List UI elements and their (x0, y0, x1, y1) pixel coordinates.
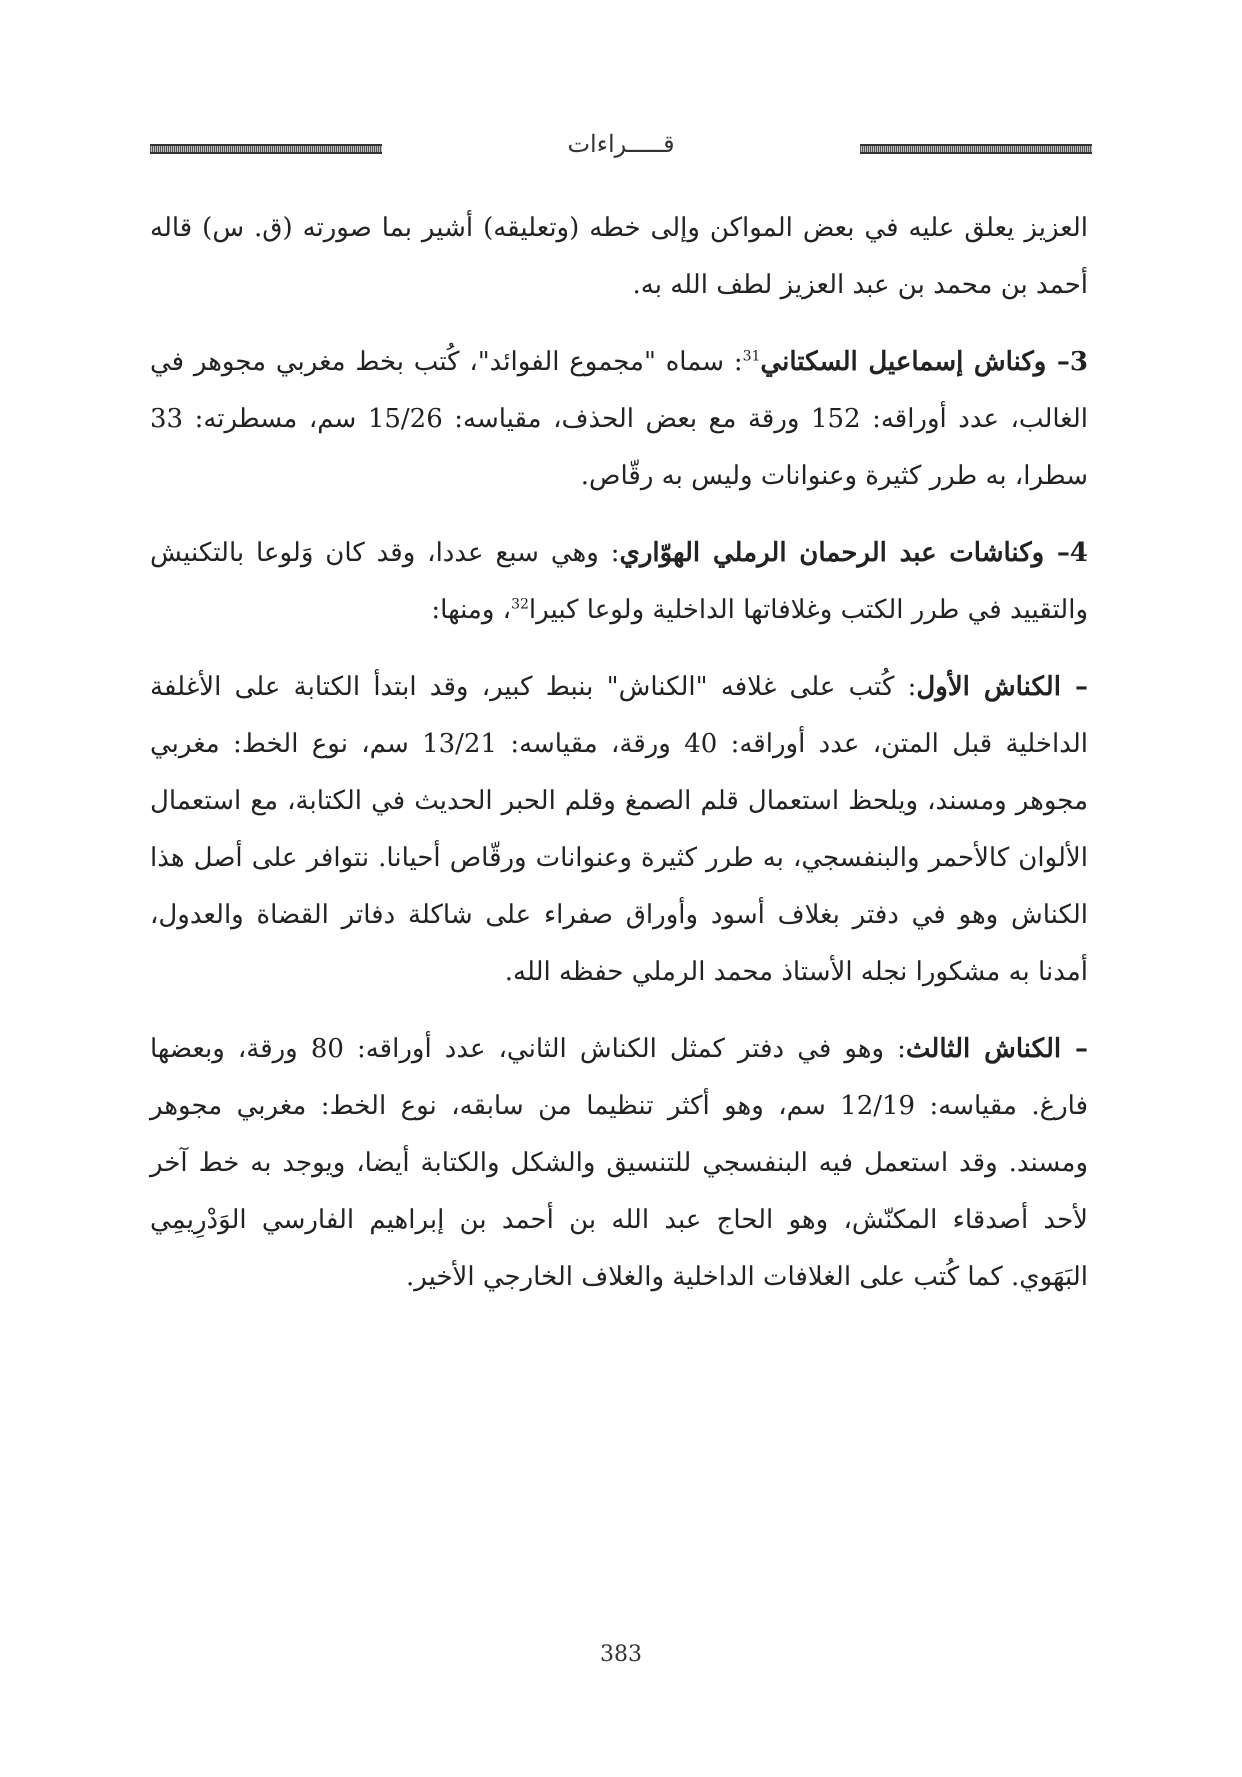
paragraph-2 (150, 334, 1088, 505)
paragraph-5 (150, 1021, 1088, 1306)
paragraph-3 (150, 525, 1088, 639)
paragraph-3-title: 4– وكناشات عبد الرحمان الرملي الهوّاري (619, 538, 1088, 568)
paragraph-4-title: – الكناش الأول (916, 672, 1088, 702)
header-rule-left (150, 144, 382, 154)
page-body (150, 200, 1088, 1326)
paragraph-3-text-end: ، ومنها: (431, 595, 512, 625)
footnote-ref-31: 31 (742, 348, 761, 365)
paragraph-2-title: 3– وكناش إسماعيل السكتاني (760, 347, 1088, 377)
paragraph-4-text: : كُتب على غلافه "الكناش" بنبط كبير، وقد ابتدأ الكتابة على الأغلفة الداخلية قبل المتن، عدد أوراقه: 40 ورقة، مقياسه: 13/21 سم، نوع الخط: مغربي مجوهر ومسند، ويلحظ استعمال قلم الصمغ وقلم الحبر الحديث في الكتابة، مع استعمال الألوان كالأحمر والبنفسجي، به طرر كثيرة وعنوانات ورقّاص أحيانا. نتوافر على أصل هذا الكناش وهو في دفتر بغلاف أسود وأوراق صفراء على شاكلة دفاتر القضاة والعدول، أمدنا به مشكورا نجله الأستاذ محمد الرملي حفظه الله. (150, 672, 1088, 987)
paragraph-5-title: – الكناش الثالث (905, 1034, 1088, 1064)
paragraph-4 (150, 659, 1088, 1001)
paragraph-1 (150, 200, 1088, 314)
page-number: 383 (600, 1642, 642, 1667)
paragraph-1-text: العزيز يعلق عليه في بعض المواكن وإلى خطه (وتعليقه) أشير بما صورته (ق. س) قاله أحمد بن محمد بن عبد العزيز لطف الله به. (150, 213, 1088, 300)
header-title: قـــــراءات (567, 130, 675, 158)
paragraph-5-text: : وهو في دفتر كمثل الكناش الثاني، عدد أوراقه: 80 ورقة، وبعضها فارغ. مقياسه: 12/19 سم، وهو أكثر تنظيما من سابقه، نوع الخط: مغربي مجوهر ومسند. وقد استعمل فيه البنفسجي للتنسيق والشكل والكتابة أيضا، ويوجد به خط آخر لأحد أصدقاء المكنّش، وهو الحاج عبد الله بن أحمد بن إبراهيم الفارسي الوَدْرِيمِي البَهَوي. كما كُتب على الغلافات الداخلية والغلاف الخارجي الأخير. (150, 1034, 1088, 1292)
paragraph-2-text: : سماه "مجموع الفوائد"، كُتب بخط مغربي مجوهر في الغالب، عدد أوراقه: 152 ورقة مع بعض الحذف، مقياسه: 15/26 سم، مسطرته: 33 سطرا، به طرر كثيرة وعنوانات وليس به رقّاص. (150, 347, 1088, 491)
footnote-ref-32: 32 (511, 596, 529, 613)
running-header (150, 128, 1092, 168)
paragraph-3-text: : وهي سبع عددا، وقد كان وَلوعا بالتكنيش والتقييد في طرر الكتب وغلافاتها الداخلية ولوعا كبيرا (150, 538, 1088, 625)
